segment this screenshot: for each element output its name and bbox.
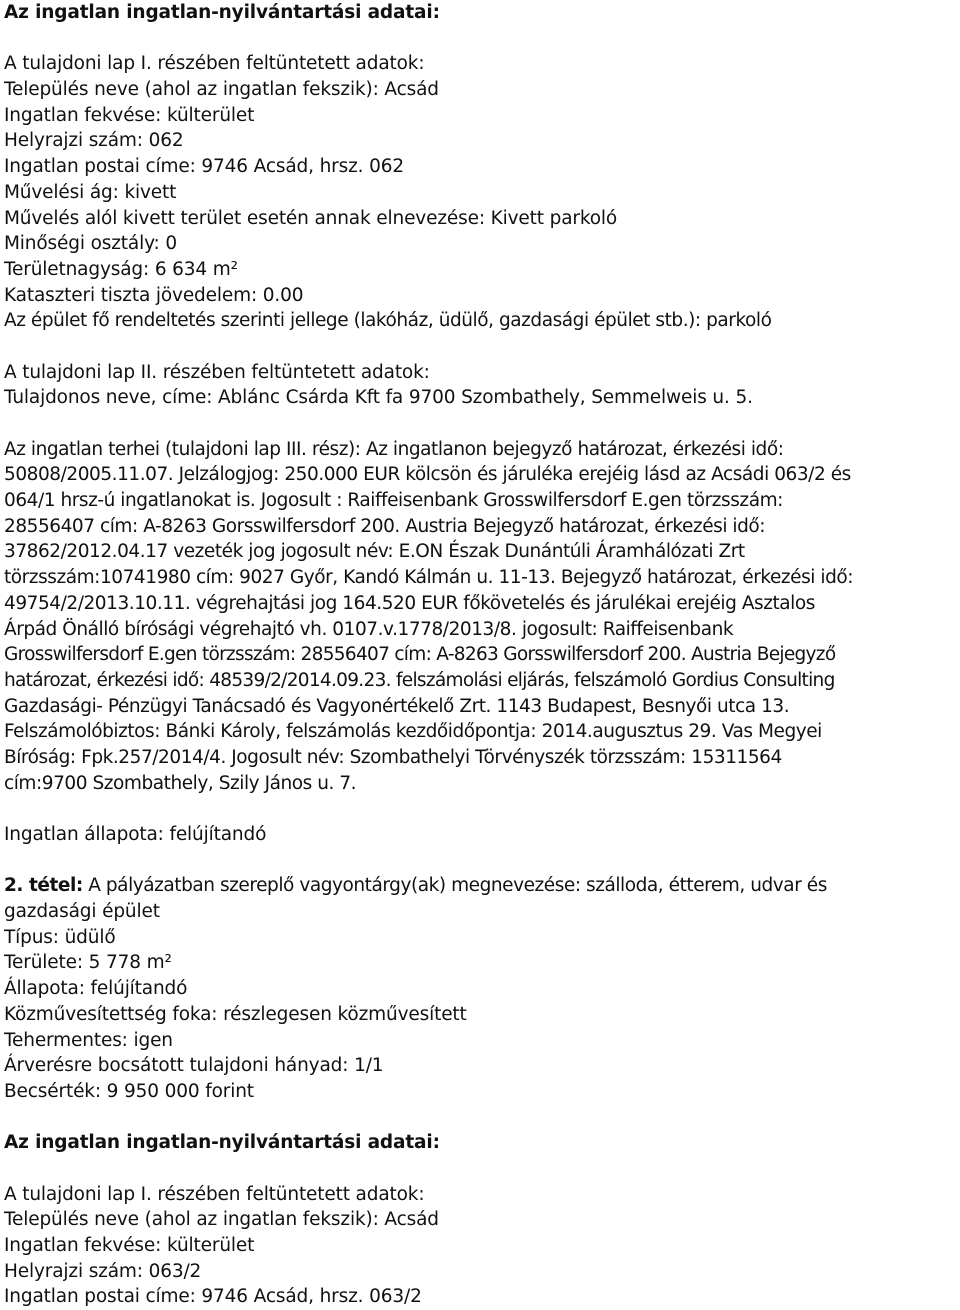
spacer [4,411,958,437]
section-heading: Az ingatlan ingatlan-nyilvántartási adatai: [4,2,440,23]
property-registry-section-1 [4,0,958,848]
encumbrance-line: 37862/2012.04.17 vezeték jog jogosult név: E.ON Észak Dunántúli Áramhálózati Zrt [4,541,745,563]
encumbrance-line: Árpád Önálló bírósági végrehajtó vh. 0107.v.1778/2013/8. jogosult: Raiffeisenbank [4,618,734,640]
location-line: Ingatlan fekvése: külterület [4,104,255,126]
state-line: Állapota: felújítandó [4,978,188,1000]
estimated-value-line: Becsérték: 9 950 000 forint [4,1080,254,1102]
owner-line: Tulajdonos neve, címe: Ablánc Csárda Kft fa 9700 Szombathely, Semmelweis u. 5. [4,387,753,409]
encumbrance-line: 064/1 hrsz-ú ingatlanokat is. Jogosult : Raiffeisenbank Grosswilfersdorf E.gen törzsszám: [4,490,783,512]
area-line: Területe: 5 778 m² [4,952,172,974]
item-2-description-line [4,873,958,899]
encumbrance-line: 28556407 cím: A-8263 Gorsswilfersdorf 200. Austria Bejegyző határozat, érkezési idő: [4,515,766,537]
document-page [4,0,958,1310]
encumbrance-line: Az ingatlan terhei (tulajdoni lap III. rész): Az ingatlanon bejegyző határozat, érkezési idő: [4,438,784,460]
postal-address-line: Ingatlan postai címe: 9746 Acsád, hrsz. 062 [4,156,404,178]
encumbrance-line: Grosswilfersdorf E.gen törzsszám: 28556407 cím: A-8263 Gorsswilfersdorf 200. Austria Bejegyző [4,644,836,666]
spacer [4,334,958,360]
settlement-line: Település neve (ahol az ingatlan fekszik): Acsád [4,79,439,101]
part2-title: A tulajdoni lap II. részében feltüntetett adatok: [4,361,430,383]
part1-title: A tulajdoni lap I. részében feltüntetett adatok: [4,1183,425,1205]
property-registry-section-2 [4,1130,958,1310]
location-line: Ingatlan fekvése: külterület [4,1235,255,1256]
exempt-area-line: Művelés alól kivett terület esetén annak elnevezése: Kivett parkoló [4,207,618,229]
encumbrance-line: határozat, érkezési idő: 48539/2/2014.09.23. felszámolási eljárás, felszámoló Gordius Consulting [4,669,835,691]
encumbrance-line: törzsszám:10741980 cím: 9027 Győr, Kandó Kálmán u. 11-13. Bejegyző határozat, érkezési idő: [4,567,854,589]
item-2-label: 2. tétel: [4,875,83,897]
encumbrance-line: 50808/2005.11.07. Jelzálogjog: 250.000 EUR kölcsön és járuléka erejéig lásd az Acsádi 063/2 és [4,464,851,486]
item-2-description: A pályázatban szereplő vagyontárgy(ak) megnevezése: szálloda, étterem, udvar és [88,875,827,897]
encumbrance-line: Felszámolóbiztos: Bánki Károly, felszámolás kezdőidőpontja: 2014.augusztus 29. Vas Megyei [4,721,822,743]
auction-share-line: Árverésre bocsátott tulajdoni hányad: 1/1 [4,1055,384,1077]
spacer [4,26,958,52]
quality-class-line: Minőségi osztály: 0 [4,233,177,255]
spacer [4,1105,958,1131]
condition-line: Ingatlan állapota: felújítandó [4,824,267,845]
encumbrance-line: 49754/2/2013.10.11. végrehajtási jog 164.520 EUR főkövetelés és járulékai erejéig Asztalos [4,592,815,614]
plot-number-line: Helyrajzi szám: 063/2 [4,1260,202,1282]
section-heading: Az ingatlan ingatlan-nyilvántartási adatai: [4,1132,440,1154]
type-line: Típus: üdülő [4,926,116,948]
unencumbered-line: Tehermentes: igen [4,1029,173,1051]
item-2-section [4,873,958,1104]
encumbrance-line: cím:9700 Szombathely, Szily János u. 7. [4,772,357,794]
encumbrance-line: Bíróság: Fpk.257/2014/4. Jogosult név: Szombathelyi Törvényszék törzsszám: 15311564 [4,746,782,768]
spacer [4,796,958,822]
area-size-line: Területnagyság: 6 634 m² [4,258,238,280]
spacer [4,848,958,874]
encumbrances-block [4,437,958,797]
item-2-description-continued: gazdasági épület [4,901,160,923]
building-character-line: Az épület fő rendeltetés szerinti jellege (lakóház, üdülő, gazdasági épület stb.): parkoló [4,310,772,332]
plot-number-line: Helyrajzi szám: 062 [4,130,184,152]
part1-title: A tulajdoni lap I. részében feltüntetett adatok: [4,53,425,75]
spacer [4,1156,958,1182]
utilities-line: Közművesítettség foka: részlegesen közművesített [4,1003,467,1025]
settlement-line: Település neve (ahol az ingatlan fekszik): Acsád [4,1209,439,1231]
encumbrance-line: Gazdasági- Pénzügyi Tanácsadó és Vagyonértékelő Zrt. 1143 Budapest, Besnyői utca 13. [4,695,790,717]
postal-address-line: Ingatlan postai címe: 9746 Acsád, hrsz. 063/2 [4,1286,422,1308]
cultivation-line: Művelési ág: kivett [4,181,177,203]
cadastral-income-line: Kataszteri tiszta jövedelem: 0.00 [4,284,304,306]
